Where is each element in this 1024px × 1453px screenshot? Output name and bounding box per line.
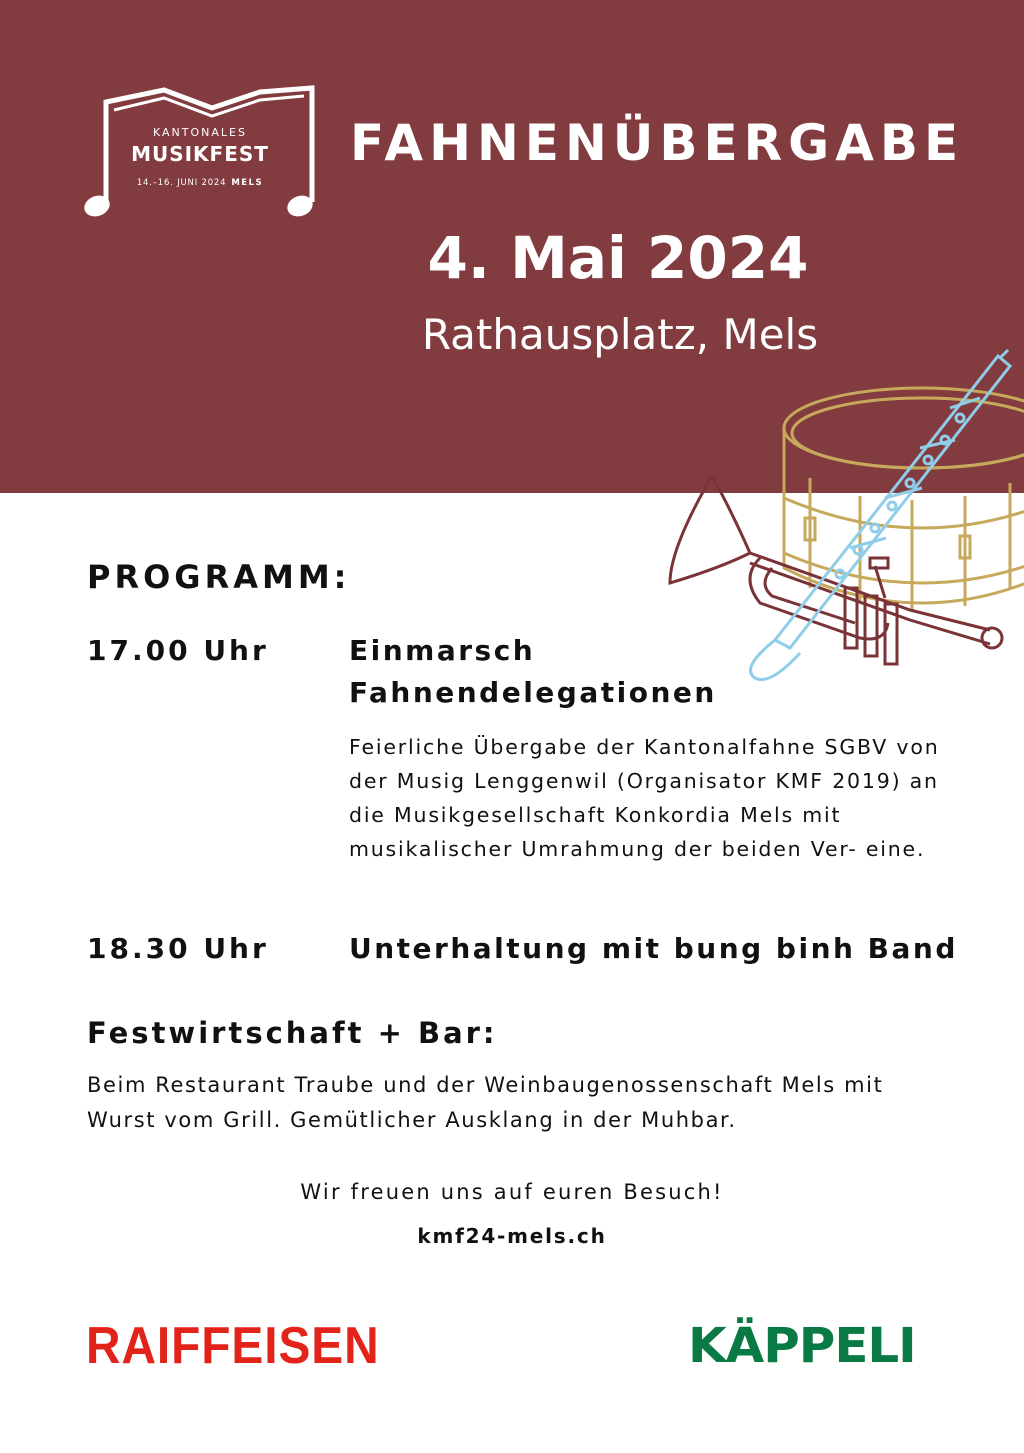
event-date: 4. Mai 2024 [427,224,809,292]
logo-dates: 14.–16. JUNI 2024 [136,178,227,188]
musikfest-logo [84,84,316,220]
closing-text: Wir freuen uns auf euren Besuch! [300,1180,724,1204]
festwirtschaft-body: Beim Restaurant Traube und der Weinbaugenossenschaft Mels mit Wurst vom Grill. Gemütlicher Ausklang in der Muhbar. [87,1073,884,1132]
kaeppeli-logo: KÄPPELI [688,1318,916,1374]
logo-mels: MELS [231,178,264,188]
website-link[interactable]: kmf24-mels.ch [417,1224,607,1248]
logo-line-kantonales: KANTONALES [153,126,247,139]
program-heading: PROGRAMM: [87,558,351,596]
festwirtschaft-heading: Festwirtschaft + Bar: [87,1016,498,1050]
logo-line-musikfest: MUSIKFEST [131,142,269,166]
raiffeisen-logo: RAIFFEISEN [86,1317,380,1375]
program-event-1-description: Feierliche Übergabe der Kantonalfahne SGBV von der Musig Lenggenwil (Organisator KMF 2019) an die Musikgesellschaft Konkordia Mels mit musikalischer Umrahmung der beiden Ver- eine. [349,735,940,861]
instruments-illustration [660,348,1024,688]
event-location: Rathausplatz, Mels [421,310,819,359]
program-event-1-line1: Einmarsch [349,634,536,667]
logo-line-dates [84,178,316,188]
page-title: FAHNENÜBERGABE [350,114,965,172]
program-event-1-line2: Fahnendelegationen [349,676,717,709]
program-time-1: 17.00 Uhr [87,634,269,667]
program-time-2: 18.30 Uhr [87,932,269,965]
program-event-2: Unterhaltung mit bung binh Band [349,932,958,965]
